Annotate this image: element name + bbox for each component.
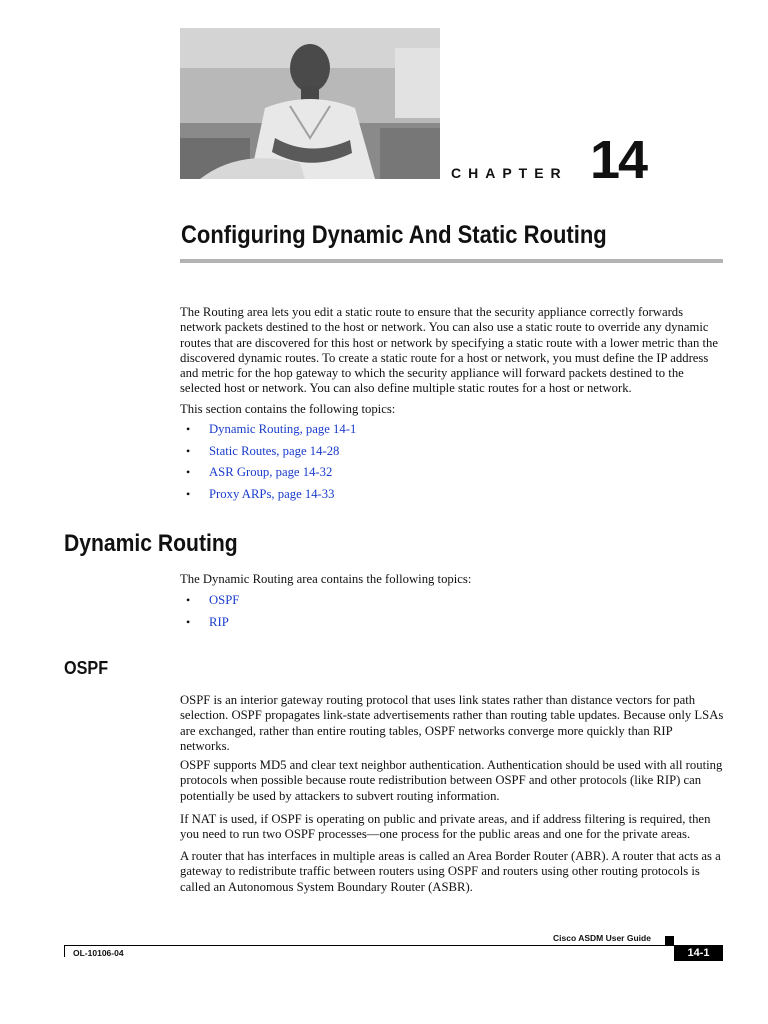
ospf-paragraph-2: OSPF supports MD5 and clear text neighbor authentication. Authentication should be used with all routing protocols when possible because route redistribution between OSPF and other protocols (like RIP) can potentially be used by attackers to subvert routing information. [180, 758, 723, 803]
link-proxy-arps[interactable]: Proxy ARPs, page 14-33 [209, 486, 335, 501]
bullet-icon: • [186, 465, 191, 479]
link-ospf[interactable]: OSPF [209, 593, 240, 607]
section-heading-dynamic-routing: Dynamic Routing [64, 530, 238, 557]
bullet-icon: • [186, 422, 191, 436]
dynamic-routing-lead: The Dynamic Routing area contains the following topics: [180, 572, 472, 586]
list-item [186, 593, 486, 615]
list-item [186, 465, 586, 487]
title-rule [180, 259, 723, 263]
footer-rule [64, 945, 723, 946]
chapter-number: 14 [590, 130, 647, 190]
section-heading-ospf: OSPF [64, 658, 109, 678]
link-asr-group[interactable]: ASR Group, page 14-32 [209, 465, 333, 479]
chapter-label: CHAPTER [451, 165, 568, 181]
topics-lead: This section contains the following topics: [180, 402, 396, 416]
list-item [186, 444, 586, 466]
footer-doc-id: OL-10106-04 [73, 948, 124, 958]
list-item [186, 615, 486, 637]
dynamic-routing-topic-list [186, 593, 486, 636]
link-rip[interactable]: RIP [209, 614, 229, 629]
bullet-icon: • [186, 486, 191, 501]
intro-paragraph: The Routing area lets you edit a static route to ensure that the security appliance correctly forwards network packets destined to the host or network. You can also use a static route to override any dynamic routes that are discovered for this host or network by specifying a static route with a lower metric than the discovered dynamic routes. To create a static route for a host or network, you must define the IP address and metric for the hop gateway to which the security appliance will forward packets destined to the selected host or network. You can also define multiple static routes for a host or network. [180, 305, 718, 396]
chapter-title: Configuring Dynamic And Static Routing [181, 221, 607, 249]
footer-page-number: 14-1 [674, 946, 723, 961]
footer-guide-title: Cisco ASDM User Guide [553, 933, 651, 943]
list-item [186, 487, 586, 509]
footer-marker [665, 936, 674, 945]
bullet-icon: • [186, 443, 191, 458]
bullet-icon: • [186, 614, 191, 629]
link-dynamic-routing[interactable]: Dynamic Routing, page 14-1 [209, 422, 357, 436]
footer-tick [64, 945, 65, 957]
bullet-icon: • [186, 593, 191, 607]
ospf-paragraph-3: If NAT is used, if OSPF is operating on public and private areas, and if address filtering is required, then you need to run two OSPF processes—one process for the public areas and one for the private areas. [180, 812, 711, 842]
intro-topic-list [186, 422, 586, 508]
link-static-routes[interactable]: Static Routes, page 14-28 [209, 443, 340, 458]
ospf-paragraph-1: OSPF is an interior gateway routing protocol that uses link states rather than distance vectors for path selection. OSPF propagates link-state advertisements rather than routing table updates. Because only LSAs are exchanged, rather than entire routing tables, OSPF networks converge more quickly than RIP networks. [180, 693, 724, 753]
list-item [186, 422, 586, 444]
chapter-photo [180, 28, 440, 179]
ospf-paragraph-4: A router that has interfaces in multiple areas is called an Area Border Router (ABR). A router that acts as a gateway to redistribute traffic between routers using OSPF and routers using other routing protocols is called an Autonomous System Boundary Router (ASBR). [180, 849, 721, 894]
